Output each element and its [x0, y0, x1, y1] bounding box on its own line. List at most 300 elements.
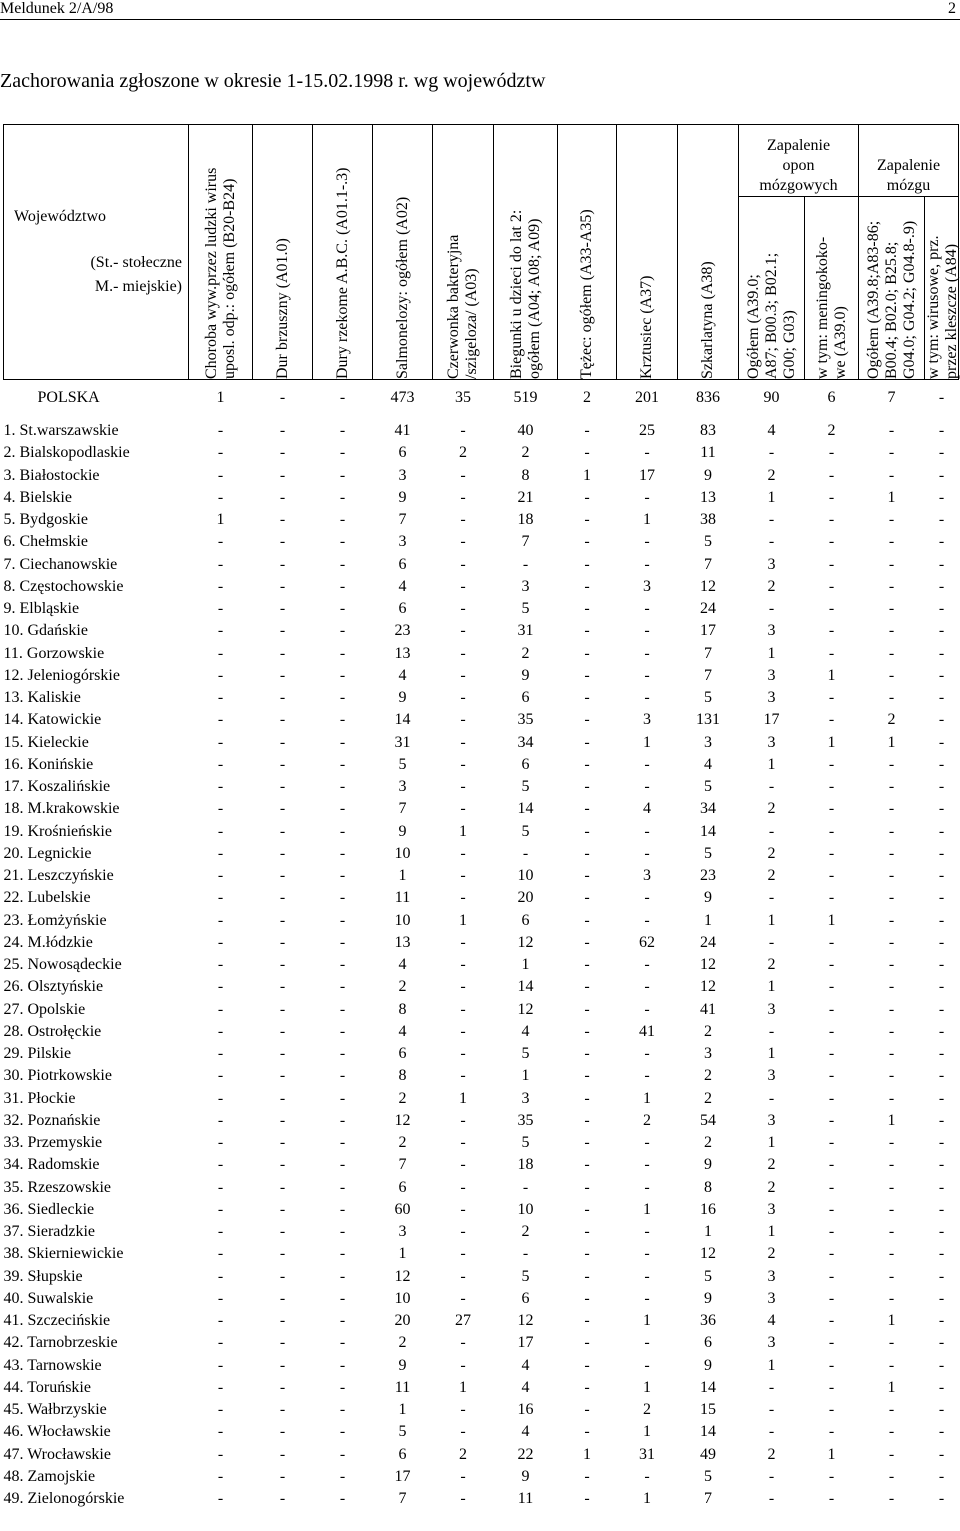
table-cell: - — [339, 1356, 346, 1374]
table-cell: 7 — [398, 511, 407, 529]
table-cell: - — [217, 1200, 224, 1218]
table-cell: 1 — [521, 1067, 530, 1085]
table-cell: - — [339, 622, 346, 640]
table-cell: 1 — [767, 644, 776, 662]
table-row — [4, 954, 959, 976]
table-cell: - — [339, 1467, 346, 1485]
col-header-10: Ogółem (A39.0; A87; B00.3; B02.1; G00; G03) — [739, 196, 805, 379]
voivodeship-name: 46. Włocławskie — [3, 1423, 111, 1441]
table-cell: - — [279, 1423, 286, 1441]
table-cell: - — [279, 1467, 286, 1485]
table-row — [4, 1466, 959, 1488]
table-cell: - — [460, 956, 466, 974]
table-cell: 24 — [700, 600, 716, 618]
table-cell: 1 — [643, 733, 651, 751]
table-cell: 3 — [704, 733, 712, 751]
page-title: Zachorowania zgłoszone w okresie 1-15.02.1998 r. wg województw — [0, 70, 546, 92]
table-cell: 2 — [459, 1445, 467, 1463]
table-cell: - — [888, 867, 895, 885]
table-row — [4, 1377, 959, 1399]
table-cell: - — [938, 1445, 945, 1463]
table-cell: 2 — [767, 466, 776, 484]
table-cell: - — [460, 1267, 466, 1285]
table-cell: - — [584, 1223, 590, 1241]
table-cell: - — [279, 1312, 286, 1330]
table-cell: 1 — [583, 466, 591, 484]
table-cell: - — [460, 533, 466, 551]
table-cell: - — [888, 466, 895, 484]
table-cell: - — [888, 956, 895, 974]
table-cell: - — [644, 755, 650, 773]
table-cell: - — [217, 933, 224, 951]
table-cell: - — [828, 1467, 835, 1485]
table-cell: 12 — [700, 956, 716, 974]
table-cell: - — [828, 644, 835, 662]
table-cell: 1 — [459, 822, 467, 840]
col-header-12: Ogółem (A39.8;A83-86; B00.4; B02.0; B25.8; G04.0; G04.2; G04.8-.9) — [859, 196, 925, 379]
table-cell: - — [584, 711, 590, 729]
table-cell: - — [938, 577, 945, 595]
table-cell: - — [938, 1156, 945, 1174]
table-cell: - — [279, 1245, 286, 1263]
table-cell: - — [828, 689, 835, 707]
table-cell: - — [644, 778, 650, 796]
table-row — [4, 1110, 959, 1132]
table-cell: - — [339, 1200, 346, 1218]
voivodeship-name: 3. Białostockie — [3, 466, 100, 484]
table-cell: 34 — [517, 733, 534, 751]
table-cell: - — [460, 933, 466, 951]
table-row — [4, 531, 959, 553]
table-cell: - — [828, 822, 835, 840]
table-cell: 2 — [521, 444, 530, 462]
table-cell: - — [938, 844, 945, 862]
table-cell: - — [460, 1200, 466, 1218]
table-cell: 17 — [639, 466, 655, 484]
table-cell: - — [938, 933, 945, 951]
table-cell: - — [938, 755, 945, 773]
table-cell: 4 — [521, 1378, 530, 1396]
table-cell: - — [217, 689, 224, 707]
table-cell: - — [279, 1490, 286, 1508]
table-cell: - — [828, 1067, 835, 1085]
table-cell: - — [828, 1223, 835, 1241]
table-cell: 1 — [398, 1245, 407, 1263]
table-cell: - — [339, 600, 346, 618]
table-cell: - — [644, 689, 650, 707]
col-header-13: w tym: wirusowe, prz. przez kleszcze (A84) — [925, 196, 959, 379]
table-cell: - — [828, 1178, 835, 1196]
table-cell: - — [339, 555, 346, 573]
table-cell: - — [339, 889, 346, 907]
table-cell: - — [460, 422, 466, 440]
table-cell: - — [938, 733, 945, 751]
table-cell: - — [768, 1490, 775, 1508]
table-cell: 4 — [521, 1022, 530, 1040]
table-cell: - — [339, 533, 346, 551]
table-cell: - — [279, 1200, 286, 1218]
table-cell: - — [279, 1356, 286, 1374]
table-cell: - — [217, 577, 224, 595]
col-header-8: Krztusiec (A37) — [617, 125, 678, 380]
table-cell: 5 — [704, 533, 712, 551]
table-cell: - — [460, 711, 466, 729]
table-cell: - — [828, 600, 835, 618]
table-cell: 1 — [827, 911, 836, 929]
table-cell: 12 — [517, 1312, 534, 1330]
table-cell: - — [644, 1356, 650, 1374]
table-cell: 4 — [398, 1022, 407, 1040]
table-cell: - — [584, 978, 590, 996]
table-cell: - — [279, 1378, 286, 1396]
table-cell: - — [279, 911, 286, 929]
table-cell: - — [584, 1490, 590, 1508]
table-cell: - — [460, 1134, 466, 1152]
table-row — [4, 465, 959, 487]
table-cell: - — [460, 511, 466, 529]
table-cell: - — [644, 1334, 650, 1352]
voivodeship-name: 16. Konińskie — [3, 755, 94, 773]
table-cell: - — [279, 800, 286, 818]
table-cell: - — [460, 755, 466, 773]
table-cell: 35 — [517, 1111, 534, 1129]
table-cell: - — [279, 889, 286, 907]
table-cell: - — [217, 1111, 224, 1129]
table-cell: - — [522, 844, 529, 862]
table-cell: 1 — [767, 1223, 776, 1241]
table-cell: - — [888, 444, 895, 462]
table-cell: - — [584, 1334, 590, 1352]
table-cell: - — [584, 1356, 590, 1374]
table-cell: 1 — [767, 1134, 776, 1152]
voivodeship-name: 42. Tarnobrzeskie — [3, 1334, 118, 1352]
table-cell: - — [279, 577, 286, 595]
table-cell: - — [888, 978, 895, 996]
table-cell: - — [644, 978, 650, 996]
table-cell: - — [584, 889, 590, 907]
col-header-3: Dury rzekome A.B.C. (A01.1-.3) — [313, 125, 373, 380]
table-cell: 9 — [704, 1156, 712, 1174]
table-cell: - — [279, 1156, 286, 1174]
table-cell: - — [828, 1334, 835, 1352]
table-cell: - — [217, 844, 224, 862]
table-cell: 4 — [521, 1423, 530, 1441]
table-cell: 2 — [767, 956, 776, 974]
table-cell: - — [217, 1490, 224, 1508]
table-cell: 1 — [398, 867, 407, 885]
table-cell: 3 — [767, 666, 776, 684]
table-row — [4, 1043, 959, 1065]
table-cell: 6 — [521, 755, 530, 773]
table-row — [4, 976, 959, 998]
table-cell: 131 — [696, 711, 720, 729]
table-cell: - — [768, 1378, 775, 1396]
table-cell: 5 — [521, 778, 530, 796]
table-cell: - — [768, 1022, 775, 1040]
table-cell: 7 — [398, 1490, 407, 1508]
table-cell: - — [584, 1022, 590, 1040]
table-cell: 2 — [767, 1178, 776, 1196]
table-cell: 1 — [643, 1089, 651, 1107]
table-cell: - — [339, 911, 346, 929]
table-cell: 2 — [887, 711, 896, 729]
table-cell: - — [217, 1289, 224, 1307]
table-cell: 9 — [398, 488, 407, 506]
table-cell: - — [644, 822, 650, 840]
table-cell: 10 — [517, 867, 534, 885]
table-cell: 14 — [700, 1378, 716, 1396]
table-cell: - — [584, 577, 590, 595]
table-cell: 41 — [394, 422, 411, 440]
voivodeship-name: 32. Poznańskie — [3, 1111, 101, 1129]
table-cell: - — [279, 622, 286, 640]
voivodeship-name: 48. Zamojskie — [3, 1467, 96, 1485]
table-cell: 20 — [394, 1312, 411, 1330]
voivodeship-name: 44. Toruńskie — [3, 1378, 91, 1396]
table-cell: 3 — [398, 533, 407, 551]
table-cell: - — [888, 933, 895, 951]
table-cell: - — [460, 889, 466, 907]
voivodeship-name: 1. St.warszawskie — [3, 422, 119, 440]
table-cell: 31 — [639, 1445, 655, 1463]
table-cell: - — [460, 1334, 466, 1352]
table-cell: 4 — [767, 422, 776, 440]
table-cell: - — [888, 1089, 895, 1107]
table-cell: 9 — [521, 1467, 530, 1485]
table-cell: 3 — [767, 1000, 776, 1018]
table-cell: - — [279, 1178, 286, 1196]
table-cell: - — [644, 444, 650, 462]
table-cell: 14 — [517, 978, 534, 996]
table-cell: - — [522, 555, 529, 573]
table-cell: - — [828, 1045, 835, 1063]
table-cell: - — [768, 822, 775, 840]
table-cell: - — [828, 533, 835, 551]
table-cell: 35 — [517, 711, 534, 729]
table-cell: - — [339, 511, 346, 529]
table-cell: - — [644, 1134, 650, 1152]
table-cell: - — [460, 1490, 466, 1508]
table-cell: - — [460, 555, 466, 573]
table-cell: - — [828, 867, 835, 885]
table-cell: - — [460, 867, 466, 885]
table-cell: 3 — [643, 711, 651, 729]
table-cell: 1 — [459, 1089, 467, 1107]
table-row — [4, 932, 959, 954]
table-cell: - — [828, 466, 835, 484]
table-cell: - — [828, 555, 835, 573]
table-cell: 5 — [704, 1267, 712, 1285]
table-cell: - — [339, 1334, 346, 1352]
table-cell: 2 — [767, 867, 776, 885]
table-cell: - — [339, 666, 346, 684]
table-cell: - — [938, 644, 945, 662]
table-cell: 6 — [521, 1289, 530, 1307]
table-cell: - — [339, 1045, 346, 1063]
voivodeship-name: 13. Kaliskie — [3, 689, 81, 707]
table-cell: 3 — [521, 1089, 530, 1107]
total-row: POLSKA 1 - - 473 35 519 2 201 836 90 6 7 - — [4, 380, 959, 417]
col-header-4: Salmonelozy: ogółem (A02) — [373, 125, 433, 380]
table-cell: - — [460, 600, 466, 618]
table-cell: - — [460, 1223, 466, 1241]
table-cell: 2 — [459, 444, 467, 462]
table-cell: - — [938, 1267, 945, 1285]
table-cell: - — [828, 933, 835, 951]
table-cell: 1 — [583, 1445, 591, 1463]
disease-table — [3, 124, 959, 1510]
table-cell: - — [888, 889, 895, 907]
table-cell: 12 — [700, 978, 716, 996]
table-cell: - — [584, 600, 590, 618]
voivodeship-name: 15. Kieleckie — [3, 733, 89, 751]
table-row — [4, 910, 959, 932]
table-cell: - — [828, 1022, 835, 1040]
table-cell: - — [339, 933, 346, 951]
table-cell: 18 — [517, 1156, 534, 1174]
table-cell: - — [888, 844, 895, 862]
table-cell: - — [217, 1067, 224, 1085]
voivodeship-name: 5. Bydgoskie — [3, 511, 88, 529]
table-cell: 1 — [767, 488, 776, 506]
col-header-6: Biegunki u dzieci do lat 2: ogółem (A04; A08; A09) — [494, 125, 558, 380]
table-cell: 1 — [216, 511, 225, 529]
voivodeship-name: 8. Częstochowskie — [3, 577, 124, 595]
table-cell: 6 — [398, 444, 407, 462]
table-cell: - — [339, 1000, 346, 1018]
table-cell: - — [938, 911, 945, 929]
table-cell: - — [938, 555, 945, 573]
voivodeship-name: 38. Skierniewickie — [3, 1245, 124, 1263]
table-cell: 6 — [398, 1178, 407, 1196]
table-cell: - — [888, 1156, 895, 1174]
table-cell: - — [217, 1378, 224, 1396]
table-cell: - — [460, 1467, 466, 1485]
table-row — [4, 687, 959, 709]
table-cell: - — [460, 1356, 466, 1374]
table-cell: - — [828, 800, 835, 818]
table-cell: - — [888, 1423, 895, 1441]
table-cell: - — [339, 577, 346, 595]
table-cell: - — [584, 1401, 590, 1419]
table-cell: 5 — [398, 1423, 407, 1441]
table-cell: - — [339, 867, 346, 885]
table-cell: - — [279, 666, 286, 684]
voivodeship-name: 10. Gdańskie — [3, 622, 88, 640]
table-cell: - — [339, 644, 346, 662]
table-cell: 12 — [517, 1000, 534, 1018]
table-cell: - — [828, 444, 835, 462]
table-cell: - — [279, 755, 286, 773]
table-cell: 3 — [767, 555, 776, 573]
table-cell: - — [460, 1111, 466, 1129]
table-cell: - — [217, 533, 224, 551]
table-cell: - — [217, 1156, 224, 1174]
voivodeship-name: 21. Leszczyńskie — [3, 867, 114, 885]
table-cell: - — [888, 1401, 895, 1419]
table-cell: - — [584, 1089, 590, 1107]
table-cell: 7 — [704, 1490, 712, 1508]
table-cell: - — [938, 1245, 945, 1263]
table-cell: - — [217, 666, 224, 684]
table-cell: 14 — [394, 711, 411, 729]
table-cell: 3 — [643, 577, 651, 595]
table-cell: - — [279, 533, 286, 551]
table-cell: - — [888, 1178, 895, 1196]
table-cell: 41 — [639, 1022, 655, 1040]
table-cell: - — [768, 889, 775, 907]
table-cell: - — [339, 1178, 346, 1196]
table-cell: - — [938, 867, 945, 885]
table-cell: 4 — [643, 800, 651, 818]
table-row — [4, 598, 959, 620]
page-number: 2 — [948, 0, 956, 17]
table-cell: - — [584, 911, 590, 929]
voivodeship-name: 35. Rzeszowskie — [3, 1178, 112, 1196]
table-cell: 13 — [394, 644, 411, 662]
table-cell: - — [938, 1490, 945, 1508]
table-cell: 2 — [767, 577, 776, 595]
table-cell: - — [584, 933, 590, 951]
table-cell: 2 — [398, 1334, 407, 1352]
table-cell: 2 — [521, 1223, 530, 1241]
col-header-1: Choroba wyw.przez ludzki wirus uposl. odp.: ogółem (B20-B24) — [189, 125, 253, 380]
table-row — [4, 1177, 959, 1199]
table-cell: - — [888, 1245, 895, 1263]
table-cell: - — [339, 1289, 346, 1307]
col-header-7: Tężec: ogółem (A33-A35) — [558, 125, 617, 380]
table-cell: - — [460, 733, 466, 751]
table-cell: 13 — [700, 488, 716, 506]
table-row — [4, 1288, 959, 1310]
table-cell: - — [279, 644, 286, 662]
table-cell: - — [644, 844, 650, 862]
table-cell: 3 — [767, 1267, 776, 1285]
table-cell: - — [584, 755, 590, 773]
header-rule — [0, 19, 960, 20]
table-cell: - — [279, 444, 286, 462]
table-row — [4, 776, 959, 798]
table-cell: 3 — [704, 1045, 712, 1063]
table-cell: - — [339, 488, 346, 506]
table-cell: - — [339, 978, 346, 996]
table-cell: - — [584, 689, 590, 707]
table-cell: - — [460, 1289, 466, 1307]
table-cell: 31 — [394, 733, 411, 751]
table-cell: - — [888, 1267, 895, 1285]
table-cell: - — [644, 1000, 650, 1018]
table-cell: - — [217, 800, 224, 818]
table-cell: 2 — [704, 1089, 712, 1107]
table-row — [4, 1421, 959, 1443]
table-cell: - — [217, 755, 224, 773]
voivodeship-name: 34. Radomskie — [3, 1156, 100, 1174]
table-cell: - — [938, 1022, 945, 1040]
table-cell: - — [217, 911, 224, 929]
table-cell: 6 — [704, 1334, 712, 1352]
voivodeship-name: 18. M.krakowskie — [3, 800, 120, 818]
table-cell: - — [279, 1267, 286, 1285]
table-cell: - — [584, 1423, 590, 1441]
table-cell: - — [938, 822, 945, 840]
table-cell: - — [584, 800, 590, 818]
table-cell: - — [644, 1178, 650, 1196]
table-cell: - — [828, 1267, 835, 1285]
table-cell: 1 — [767, 911, 776, 929]
table-cell: 62 — [639, 933, 655, 951]
table-cell: - — [584, 1156, 590, 1174]
table-cell: - — [938, 1000, 945, 1018]
